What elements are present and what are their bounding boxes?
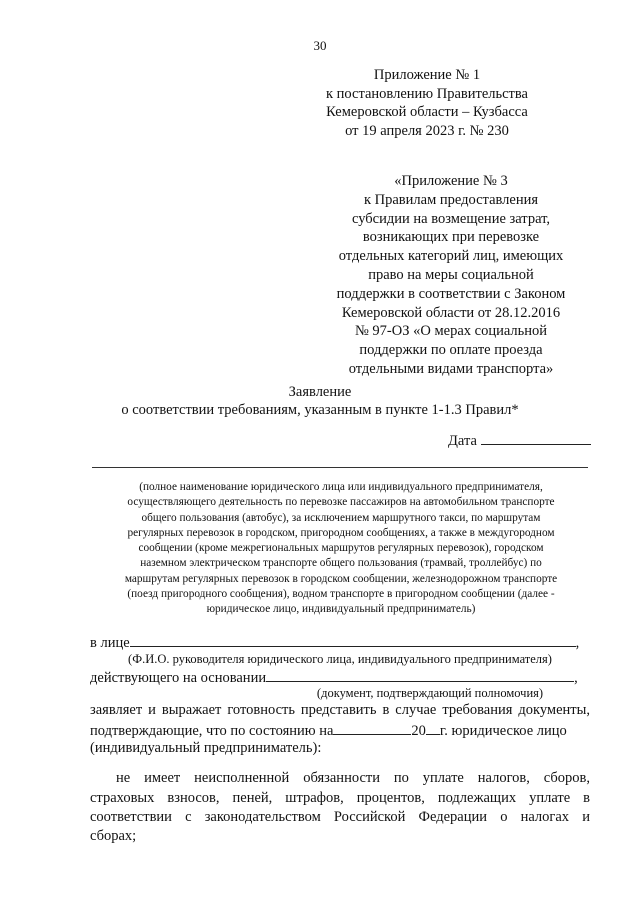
appendix-3-line: отдельными видами транспорта» — [348, 360, 554, 377]
entity-note-line: (полное наименование юридического лица или индивидуального предпринимателя, — [139, 481, 543, 493]
appendix-1-header — [292, 66, 562, 140]
obligation-line: сборах; — [90, 828, 137, 844]
appendix-3-line: право на меры социальной — [368, 266, 534, 283]
entity-note-line: (поезд пригородного сообщения), водном транспорте в пригородном сообщении (далее - — [127, 588, 555, 601]
title-line-2: о соответствии требованиям, указанным в пункте 1-1.3 Правил* — [121, 402, 519, 418]
appendix-1-line: от 19 апреля 2023 г. № 230 — [345, 122, 509, 139]
appendix-3-line: Кемеровской области от 28.12.2016 — [341, 304, 561, 321]
obligation-line: соответствии с законодательством Российской Федерации о налогах и — [90, 809, 590, 825]
entity-name-field[interactable] — [92, 467, 588, 468]
date-as-of-field[interactable] — [333, 720, 411, 735]
appendix-1-line: к постановлению Правительства — [326, 85, 528, 102]
comma: , — [575, 635, 580, 651]
appendix-3-header — [316, 172, 586, 379]
confirm-prefix: подтверждающие, что по состоянию на — [90, 723, 334, 739]
title-line-1: Заявление — [288, 384, 352, 400]
document-note: (документ, подтверждающий полномочия) — [316, 686, 544, 700]
appendix-3-line: отдельных категорий лиц, имеющих — [338, 248, 564, 265]
date-label: Дата — [448, 433, 477, 449]
entity-note-line: общего пользования (автобус), за исключением маршрутного такси, по маршрутам — [141, 511, 541, 524]
entity-note-line: наземном электрическом транспорте общего пользования (трамвай, троллейбус) по — [140, 557, 542, 570]
in-person-row — [90, 632, 590, 654]
entity-note-line: регулярных перевозок в городском, пригородном сообщениях, а также в междугородном — [127, 526, 555, 539]
entity-note-line: маршрутам регулярных перевозок в городском сообщении, железнодорожном транспорте — [124, 572, 558, 585]
head-note: (Ф.И.О. руководителя юридического лица, индивидуального предпринимателя) — [128, 652, 552, 666]
appendix-3-line: «Приложение № 3 — [394, 173, 508, 189]
appendix-3-line: поддержки по оплате проезда — [359, 342, 543, 359]
year-suffix-field[interactable] — [426, 720, 440, 735]
page-number: 30 — [313, 38, 327, 53]
document-title — [0, 383, 640, 419]
entity-note-line: юридическое лицо, индивидуальный предприниматель) — [206, 603, 476, 616]
declare-line: заявляет и выражает готовность представить в случае требования документы, — [90, 702, 590, 718]
basis-document-field[interactable] — [266, 667, 574, 682]
appendix-3-line: к Правилам предоставления — [363, 191, 539, 208]
appendix-1-line: Кемеровской области – Кузбасса — [326, 104, 528, 120]
appendix-3-line: субсидии на возмещение затрат, — [351, 210, 550, 227]
entity-note-line: сообщении (кроме межрегиональных маршрутов регулярных перевозок), городском — [138, 542, 544, 555]
head-name-field[interactable] — [130, 632, 576, 647]
obligation-line: страховых взносов, пеней, штрафов, процентов, подлежащих уплате в — [90, 790, 590, 806]
date-field[interactable] — [481, 430, 591, 445]
in-person-label: в лице — [90, 635, 130, 651]
entrepreneur-line: (индивидуальный предприниматель): — [90, 740, 322, 756]
year-prefix: 20 — [411, 723, 426, 739]
date-row — [448, 430, 591, 450]
appendix-3-line: возникающих при перевозке — [362, 229, 540, 246]
entity-note-line: осуществляющего деятельность по перевозке пассажиров на автомобильном транспорте — [127, 496, 555, 509]
appendix-1-line: Приложение № 1 — [373, 67, 481, 83]
obligation-line: не имеет неисполненной обязанности по уплате налогов, сборов, — [116, 770, 590, 786]
appendix-3-line: поддержки в соответствии с Законом — [336, 285, 566, 302]
confirm-suffix: г. юридическое лицо — [439, 723, 567, 739]
comma: , — [574, 670, 578, 686]
entity-note — [88, 480, 594, 618]
appendix-3-line: № 97-ОЗ «О мерах социальной — [354, 323, 548, 340]
acting-basis-label: действующего на основании — [90, 670, 267, 686]
